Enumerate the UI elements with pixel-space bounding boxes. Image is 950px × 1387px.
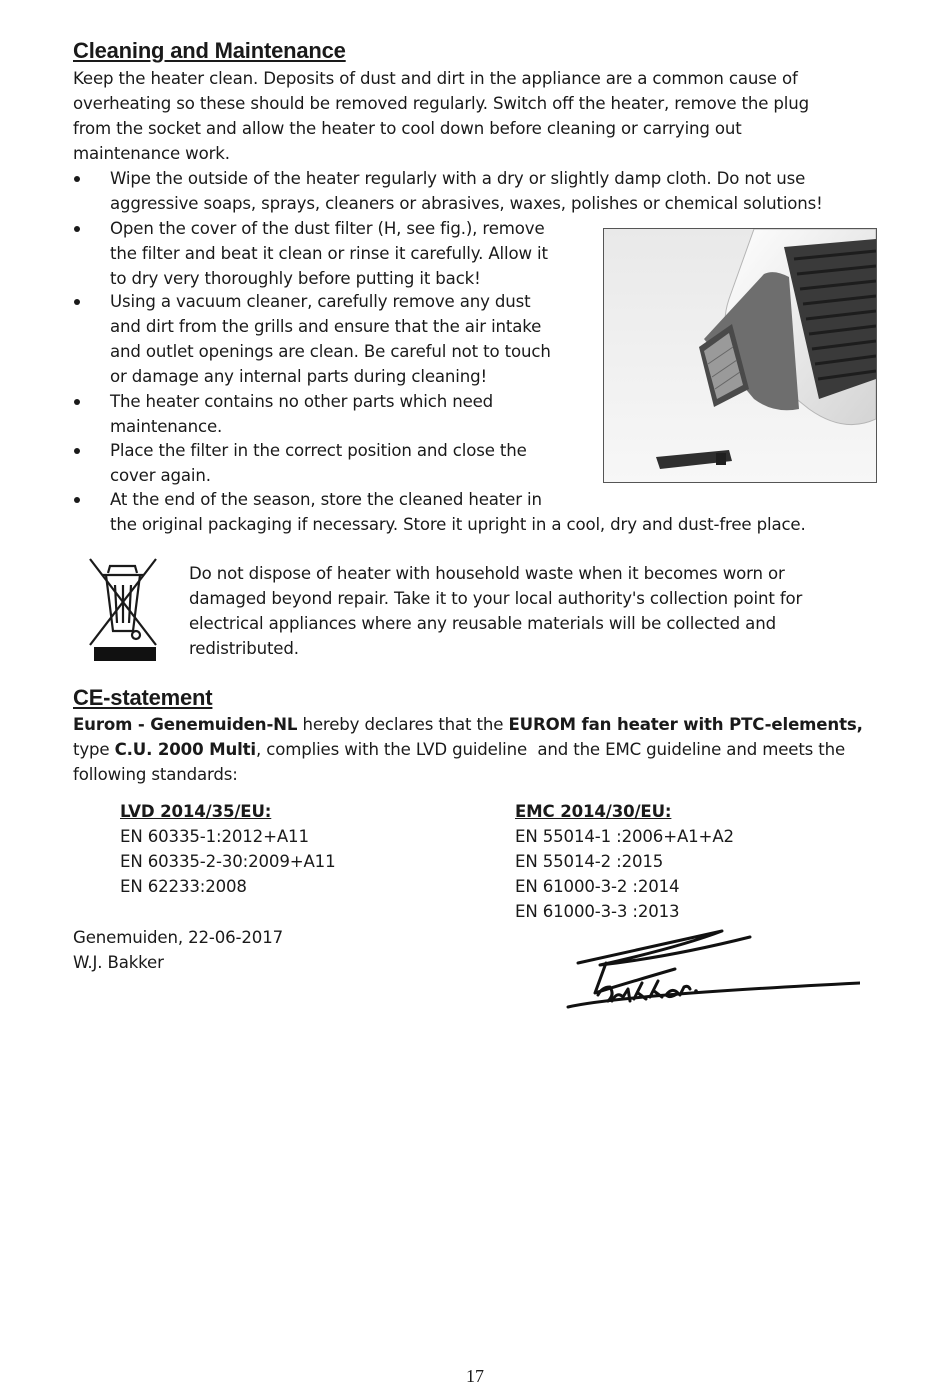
place-date: Genemuiden, 22-06-2017 [73,928,284,947]
disposal-line: damaged beyond repair. Take it to your local authority's collection point for [189,589,803,608]
bullet-line: Using a vacuum cleaner, carefully remove any dust [110,292,531,311]
declaration-line [73,712,863,737]
product-type: C.U. 2000 Multi [114,740,256,759]
bullet-line: At the end of the season, store the cleaned heater in [110,490,542,509]
bullet-line: The heater contains no other parts which need [110,392,494,411]
company-name: Eurom - Genemuiden-NL [73,715,298,734]
intro-line: Keep the heater clean. Deposits of dust and dirt in the appliance are a common cause of [73,69,798,88]
signatory-name: W.J. Bakker [73,953,164,972]
disposal-line: redistributed. [189,639,299,658]
standard-item: EN 61000-3-2 :2014 [515,877,680,896]
bullet-dot [74,399,80,405]
cleaning-title: Cleaning and Maintenance [73,38,346,63]
bullet-line: cover again. [110,466,211,485]
intro-line: overheating so these should be removed regularly. Switch off the heater, remove the plug [73,94,810,113]
declaration-line: following standards: [73,765,238,784]
crossed-out-wheelie-bin-icon [80,551,166,669]
standard-item: EN 61000-3-3 :2013 [515,902,680,921]
bullet-line: aggressive soaps, sprays, cleaners or abrasives, waxes, polishes or chemical solutions! [110,194,823,213]
declaration-text: , complies with the LVD guideline and the EMC guideline and meets the [255,740,846,759]
declaration-text: hereby declares that the [297,715,509,734]
bullet-line: Open the cover of the dust filter (H, see fig.), remove [110,219,545,238]
declaration-line [73,737,845,762]
bullet-line: Wipe the outside of the heater regularly with a dry or slightly damp cloth. Do not use [110,169,806,188]
bullet-dot [74,497,80,503]
bullet-line: Place the filter in the correct position and close the [110,441,527,460]
disposal-line: Do not dispose of heater with household waste when it becomes worn or [189,564,785,583]
standard-item: EN 55014-2 :2015 [515,852,664,871]
bullet-dot [74,448,80,454]
bullet-dot [74,226,80,232]
heater-filter-photo [603,228,877,483]
intro-line: maintenance work. [73,144,230,163]
bullet-line: maintenance. [110,417,223,436]
ce-title: CE-statement [73,685,213,710]
handwritten-signature [560,925,860,1020]
bullet-line: to dry very thoroughly before putting it back! [110,269,481,288]
bullet-dot [74,176,80,182]
standard-item: EN 62233:2008 [120,877,247,896]
declaration-text: type [73,740,115,759]
bullet-line: the filter and beat it clean or rinse it carefully. Allow it [110,244,548,263]
bullet-line: and outlet openings are clean. Be careful not to touch [110,342,551,361]
emc-title: EMC 2014/30/EU: [515,802,672,821]
disposal-line: electrical appliances where any reusable materials will be collected and [189,614,776,633]
standard-item: EN 60335-1:2012+A11 [120,827,309,846]
lvd-title: LVD 2014/35/EU: [120,802,272,821]
bullet-line: the original packaging if necessary. Store it upright in a cool, dry and dust-free place. [110,515,806,534]
bullet-line: and dirt from the grills and ensure that the air intake [110,317,542,336]
standard-item: EN 55014-1 :2006+A1+A2 [515,827,734,846]
bullet-dot [74,299,80,305]
intro-line: from the socket and allow the heater to cool down before cleaning or carrying out [73,119,742,138]
bullet-line: or damage any internal parts during cleaning! [110,367,487,386]
page-number: 17 [466,1366,484,1386]
standard-item: EN 60335-2-30:2009+A11 [120,852,336,871]
product-name: EUROM fan heater with PTC-elements, [508,715,863,734]
